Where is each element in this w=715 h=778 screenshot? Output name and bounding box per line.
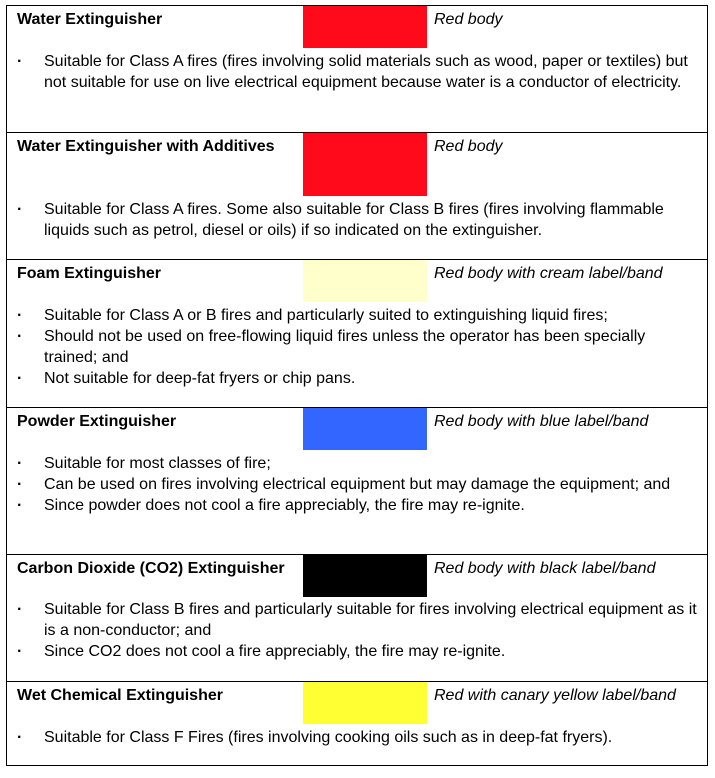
list-item: · Suitable for most classes of fire; xyxy=(7,453,707,474)
list-item: · Since powder does not cool a fire appreciably, the fire may re-ignite. xyxy=(7,495,707,516)
row-title: Powder Extinguisher xyxy=(17,413,177,430)
colour-swatch xyxy=(303,682,427,724)
point-list xyxy=(7,51,707,93)
colour-note: Red body xyxy=(434,138,503,155)
list-item: · Suitable for Class F Fires (fires involving cooking oils such as in deep-fat fryers). xyxy=(7,727,707,748)
point-list xyxy=(7,727,707,748)
colour-swatch xyxy=(303,260,427,302)
extinguisher-table xyxy=(6,5,708,766)
list-item: · Suitable for Class A or B fires and particularly suited to extinguishing liquid fires; xyxy=(7,305,707,326)
point-list xyxy=(7,453,707,516)
extinguisher-row-foam xyxy=(6,260,708,408)
row-title: Water Extinguisher with Additives xyxy=(17,138,275,155)
point-list xyxy=(7,305,707,389)
colour-note: Red body xyxy=(434,11,503,28)
row-title: Foam Extinguisher xyxy=(17,265,162,282)
point-list xyxy=(7,199,707,241)
point-list xyxy=(7,599,707,662)
colour-note: Red body with cream label/band xyxy=(434,265,663,282)
extinguisher-row-co2 xyxy=(6,555,708,682)
extinguisher-row-wet-chemical xyxy=(6,682,708,766)
extinguisher-row-water-additives xyxy=(6,133,708,260)
row-title: Wet Chemical Extinguisher xyxy=(17,687,223,704)
list-item: · Should not be used on free-flowing liquid fires unless the operator has been specially trained; and xyxy=(7,326,707,368)
colour-note: Red body with blue label/band xyxy=(434,413,649,430)
colour-note: Red body with black label/band xyxy=(434,560,656,577)
colour-swatch xyxy=(303,133,427,196)
extinguisher-row-powder xyxy=(6,408,708,555)
colour-swatch xyxy=(303,6,427,48)
list-item: · Suitable for Class B fires and particularly suitable for fires involving electrical equipment as it is a non-conductor; and xyxy=(7,599,707,641)
row-title: Carbon Dioxide (CO2) Extinguisher xyxy=(17,560,285,577)
extinguisher-row-water xyxy=(6,6,708,133)
list-item: · Can be used on fires involving electrical equipment but may damage the equipment; and xyxy=(7,474,707,495)
list-item: · Not suitable for deep-fat fryers or chip pans. xyxy=(7,368,707,389)
list-item: · Suitable for Class A fires (fires involving solid materials such as wood, paper or textiles) but not suitable for use on live electrical equipment because water is a conductor of electricity. xyxy=(7,51,707,93)
list-item: · Suitable for Class A fires. Some also suitable for Class B fires (fires involving flammable liquids such as petrol, diesel or oils) if so indicated on the extinguisher. xyxy=(7,199,707,241)
list-item: · Since CO2 does not cool a fire appreciably, the fire may re-ignite. xyxy=(7,641,707,662)
row-title: Water Extinguisher xyxy=(17,11,163,28)
colour-swatch xyxy=(303,555,427,597)
colour-note: Red with canary yellow label/band xyxy=(434,687,676,704)
colour-swatch xyxy=(303,408,427,450)
